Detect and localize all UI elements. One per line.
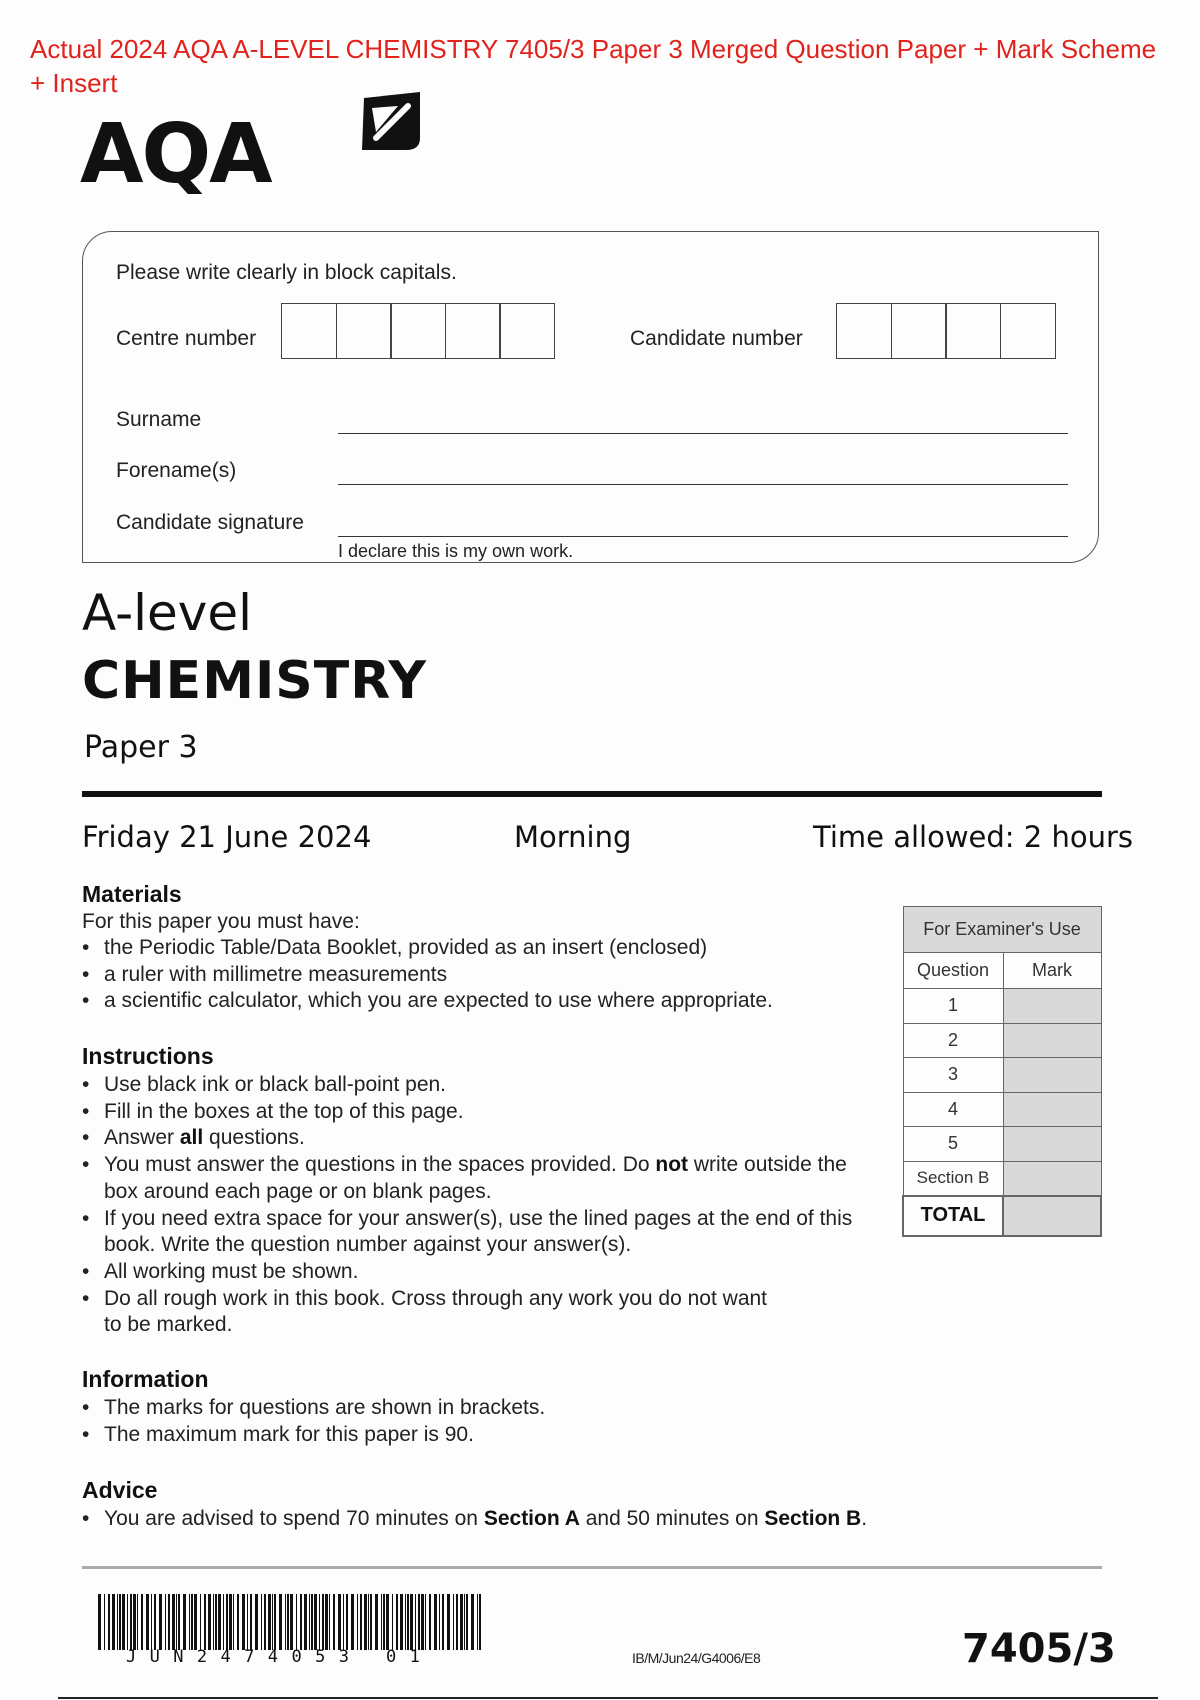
- instructions-heading: Instructions: [82, 1043, 214, 1069]
- centre-number-digit[interactable]: [499, 303, 555, 359]
- centre-number-digit[interactable]: [390, 303, 446, 359]
- mark-column-header: Mark: [1003, 953, 1101, 989]
- exam-date: Friday 21 June 2024: [82, 820, 372, 854]
- qualification-level: A-level: [82, 584, 253, 642]
- list-item: • a scientific calculator, which you are expected to use where appropriate.: [82, 988, 882, 1015]
- list-item: • the Periodic Table/Data Booklet, provided as an insert (enclosed): [82, 935, 882, 962]
- materials-list: [82, 935, 882, 1015]
- forenames-label: Forename(s): [116, 459, 237, 482]
- total-label: TOTAL: [903, 1196, 1003, 1236]
- mark-cell: [1003, 1023, 1101, 1058]
- question-number: 5: [903, 1127, 1003, 1162]
- table-row: [903, 1161, 1101, 1196]
- information-list: [82, 1395, 882, 1448]
- mark-cell: [1003, 1058, 1101, 1093]
- question-column-header: Question: [903, 953, 1003, 989]
- advice-list: [82, 1506, 1082, 1533]
- mark-cell: [1003, 1127, 1101, 1162]
- list-item: • Do all rough work in this book. Cross through any work you do not want to be marked.: [82, 1286, 872, 1339]
- surname-field[interactable]: [338, 433, 1068, 434]
- centre-number-label: Centre number: [116, 327, 257, 350]
- time-allowed: Time allowed: 2 hours: [813, 820, 1133, 854]
- list-item: • You are advised to spend 70 minutes on Section A and 50 minutes on Section B.: [82, 1506, 1082, 1533]
- table-row: [903, 1092, 1101, 1127]
- candidate-number-boxes[interactable]: [836, 303, 1054, 359]
- paper-reference: IB/M/Jun24/G4006/E8: [632, 1650, 761, 1666]
- mark-cell: [1003, 1161, 1101, 1196]
- question-number: 1: [903, 989, 1003, 1024]
- centre-number-digit[interactable]: [281, 303, 337, 359]
- barcode-digits: JUN2474053 01: [126, 1647, 434, 1667]
- instructions-list: [82, 1072, 872, 1339]
- mark-cell: [1003, 989, 1101, 1024]
- candidate-number-digit[interactable]: [1000, 303, 1056, 359]
- materials-section: [82, 881, 882, 1015]
- list-item: • a ruler with millimetre measurements: [82, 962, 882, 989]
- advice-heading: Advice: [82, 1477, 158, 1503]
- declaration-text: I declare this is my own work.: [338, 541, 574, 561]
- list-item: • All working must be shown.: [82, 1259, 872, 1286]
- barcode-icon: [98, 1594, 483, 1650]
- table-row: [903, 1023, 1101, 1058]
- candidate-number-digit[interactable]: [945, 303, 1001, 359]
- table-row: [903, 1127, 1101, 1162]
- block-capitals-instruction: Please write clearly in block capitals.: [116, 261, 457, 284]
- footer-divider: [82, 1566, 1102, 1569]
- centre-number-digit[interactable]: [336, 303, 392, 359]
- list-item: • Answer all questions.: [82, 1125, 872, 1152]
- instructions-section: [82, 1043, 872, 1339]
- signature-field[interactable]: [338, 536, 1068, 537]
- examiners-use-title: For Examiner's Use: [903, 907, 1101, 953]
- document-banner-title: Actual 2024 AQA A-LEVEL CHEMISTRY 7405/3 Paper 3 Merged Question Paper + Mark Scheme + Insert: [30, 34, 1157, 98]
- candidate-number-digit[interactable]: [891, 303, 947, 359]
- paper-code: 7405/3: [962, 1626, 1116, 1672]
- question-number: Section B: [903, 1161, 1003, 1196]
- candidate-number-label: Candidate number: [630, 327, 803, 350]
- table-row: [903, 1058, 1101, 1093]
- information-heading: Information: [82, 1366, 209, 1392]
- materials-heading: Materials: [82, 881, 182, 907]
- total-row: [903, 1196, 1101, 1236]
- subject-title: CHEMISTRY: [82, 651, 428, 711]
- mark-cell: [1003, 1092, 1101, 1127]
- forenames-field[interactable]: [338, 484, 1068, 485]
- list-item: • You must answer the questions in the spaces provided. Do not write outside the box around each page or on blank pages.: [82, 1152, 872, 1205]
- aqa-logo-mark-icon: [280, 92, 420, 182]
- paper-number: Paper 3: [84, 730, 198, 765]
- candidate-number-digit[interactable]: [836, 303, 892, 359]
- question-number: 4: [903, 1092, 1003, 1127]
- list-item: • The marks for questions are shown in brackets.: [82, 1395, 882, 1422]
- information-section: [82, 1366, 882, 1448]
- aqa-logo-text: AQA: [80, 107, 271, 202]
- advice-section: [82, 1477, 1082, 1533]
- question-number: 2: [903, 1023, 1003, 1058]
- list-item: • The maximum mark for this paper is 90.: [82, 1422, 882, 1449]
- centre-number-boxes[interactable]: [281, 303, 554, 359]
- list-item: • Use black ink or black ball-point pen.: [82, 1072, 872, 1099]
- list-item: • Fill in the boxes at the top of this page.: [82, 1099, 872, 1126]
- examiners-use-table: [902, 906, 1102, 1237]
- centre-number-digit[interactable]: [445, 303, 501, 359]
- title-divider: [82, 791, 1102, 797]
- table-row: [903, 989, 1101, 1024]
- list-item: • If you need extra space for your answer(s), use the lined pages at the end of this book. Write the question number against your answer(s).: [82, 1206, 872, 1259]
- total-mark-cell: [1003, 1196, 1101, 1236]
- surname-label: Surname: [116, 408, 202, 431]
- page-bottom-rule: [58, 1697, 1158, 1699]
- exam-session: Morning: [514, 820, 632, 854]
- question-number: 3: [903, 1058, 1003, 1093]
- materials-intro: For this paper you must have:: [82, 910, 360, 933]
- signature-label: Candidate signature: [116, 511, 304, 534]
